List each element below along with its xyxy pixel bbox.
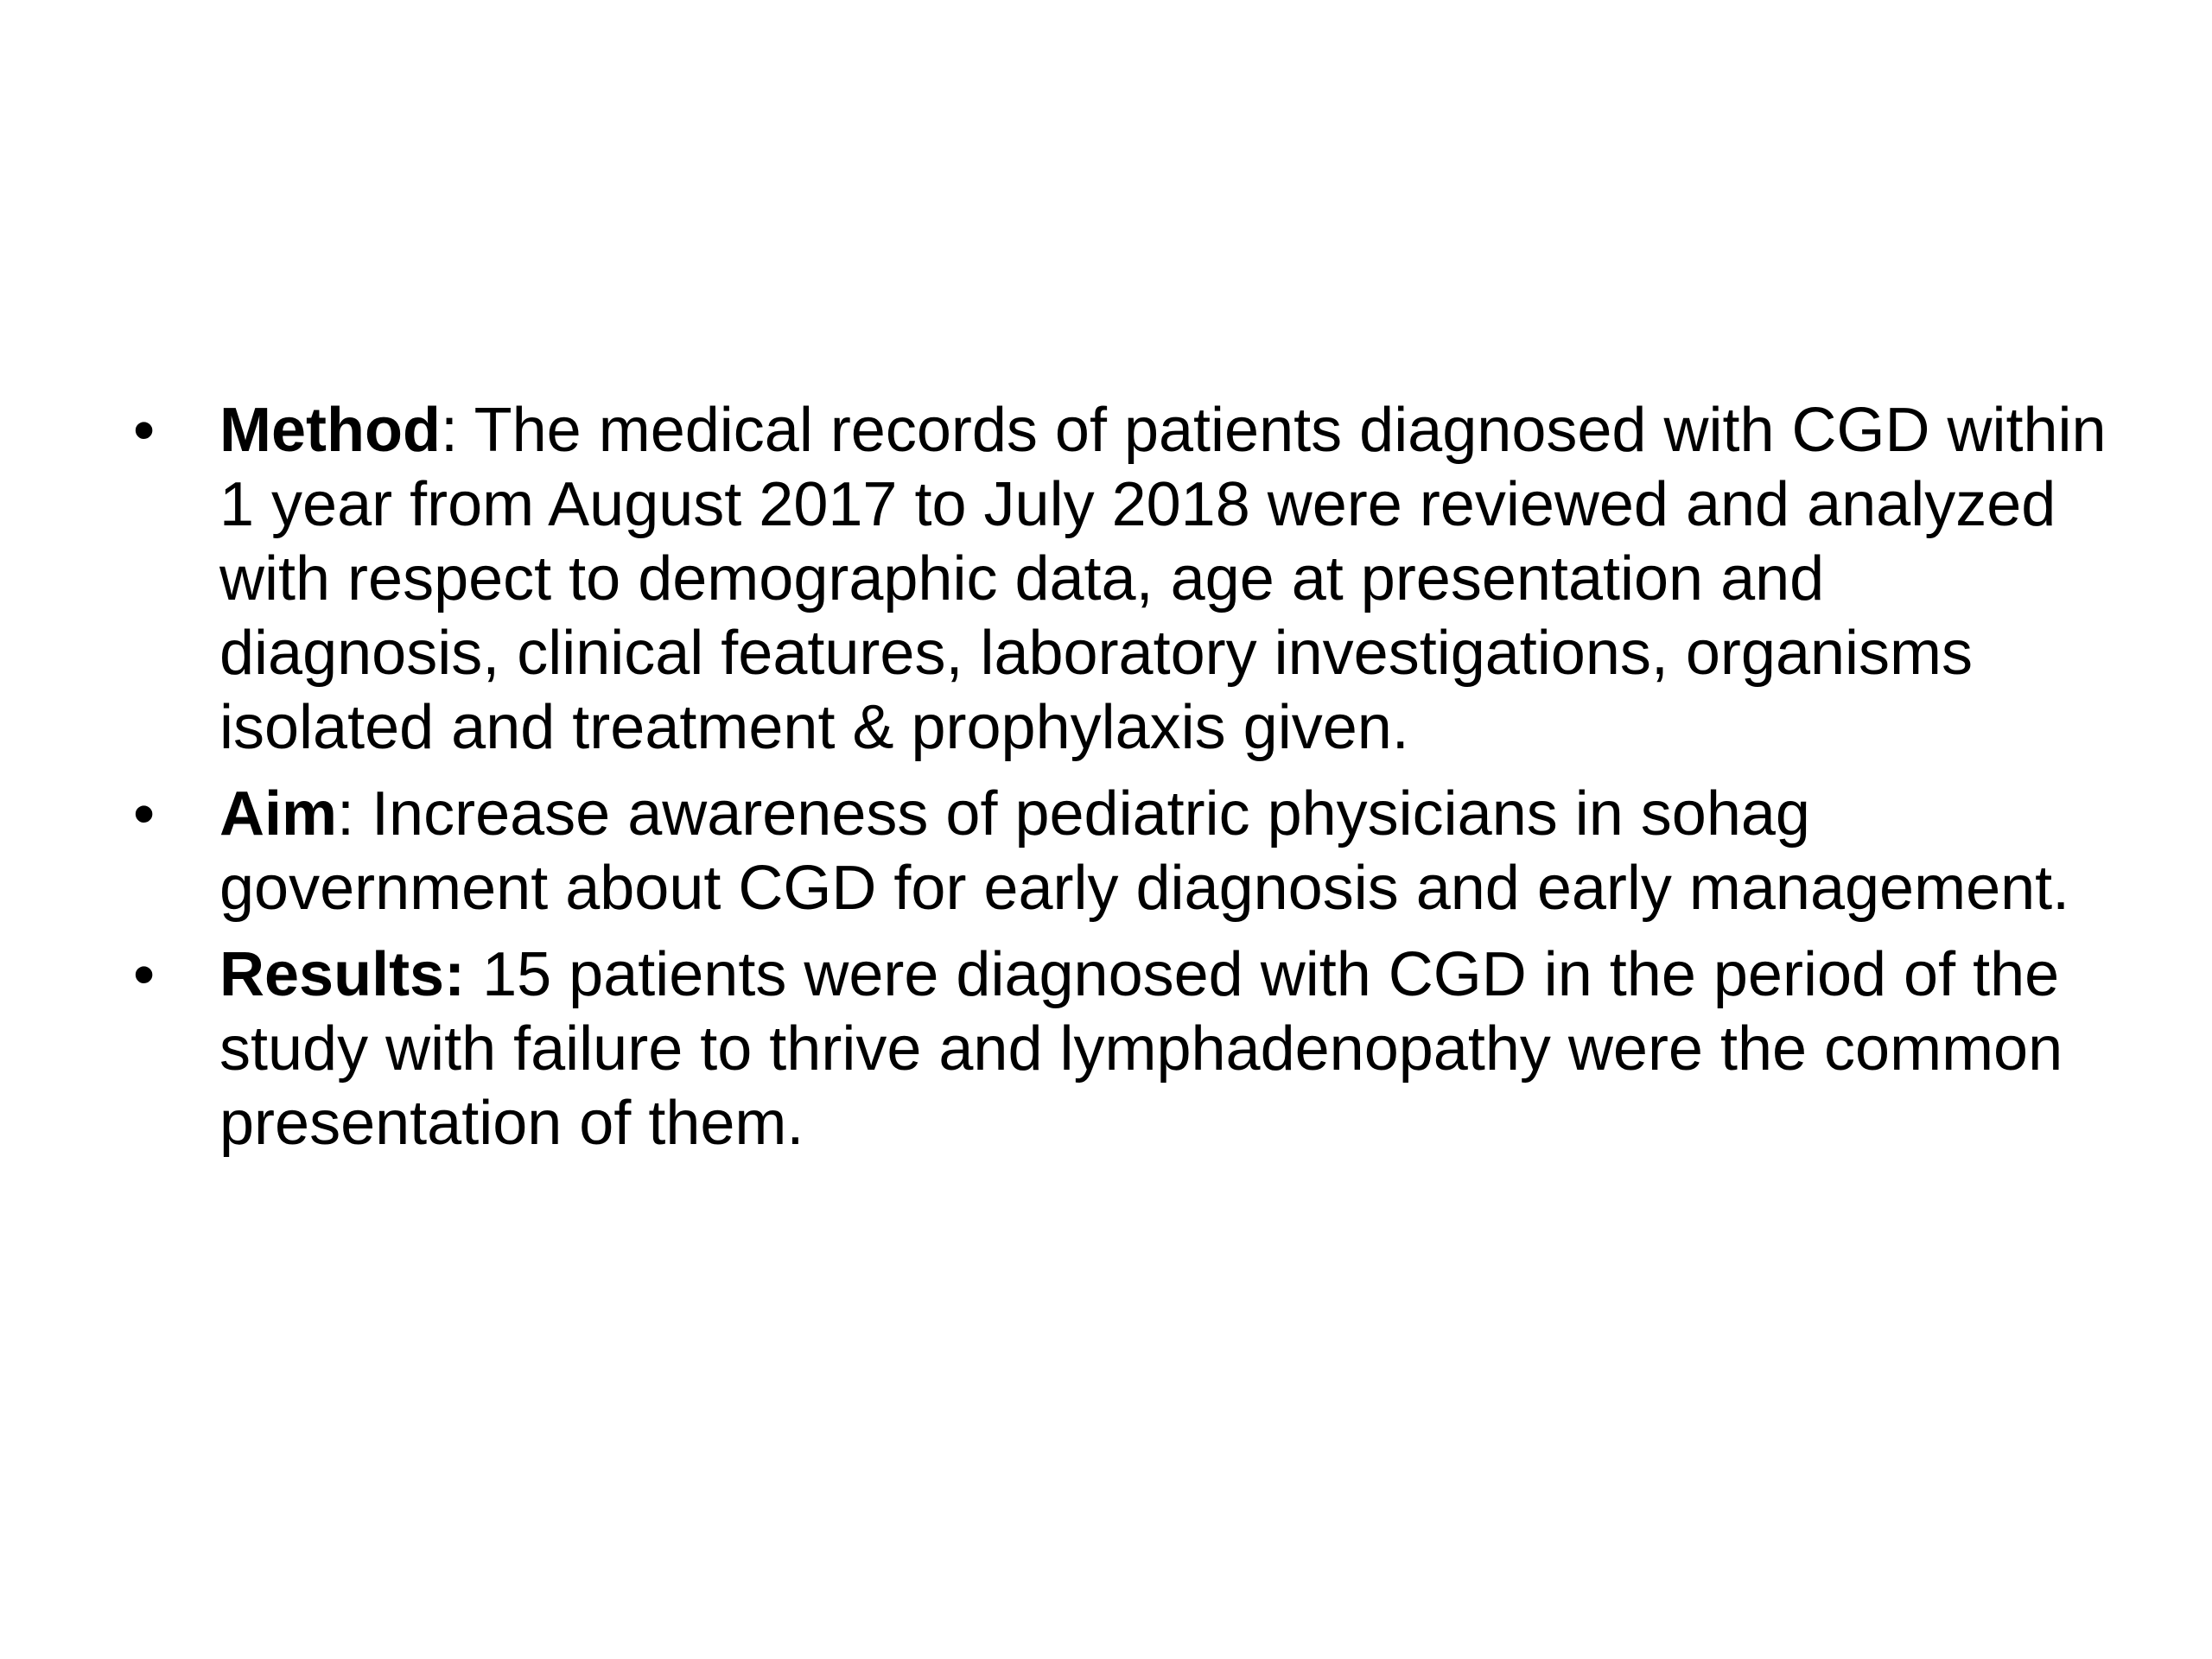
bullet-separator (465, 940, 482, 1009)
bullet-text: 15 patients were diagnosed with CGD in the period of the study with failure to thrive and lymphadenopathy were the common presentation of them. (219, 940, 2063, 1158)
bullet-item-method (130, 393, 2108, 765)
bullet-text: Increase awareness of pediatric physicians in sohag government about CGD for early diagnosis and early management. (219, 779, 2070, 923)
bullet-list (130, 393, 2108, 1173)
bullet-dot-icon: • (133, 779, 156, 849)
bullet-item-aim (130, 777, 2108, 925)
bullet-separator: : (337, 779, 372, 849)
bullet-label: Aim (219, 779, 338, 849)
bullet-label: Results: (219, 940, 466, 1009)
bullet-separator: : (440, 396, 474, 465)
bullet-dot-icon: • (133, 940, 156, 1009)
bullet-dot-icon: • (133, 396, 156, 465)
bullet-text: The medical records of patients diagnosed with CGD within 1 year from August 2017 to July 2018 were reviewed and analyzed with respect to demographic data, age at presentation and diagnosis, clinical features, laboratory investigations, organisms isolated and treatment & prophylaxis given. (219, 396, 2107, 762)
bullet-item-results (130, 938, 2108, 1160)
bullet-label: Method (219, 396, 441, 465)
